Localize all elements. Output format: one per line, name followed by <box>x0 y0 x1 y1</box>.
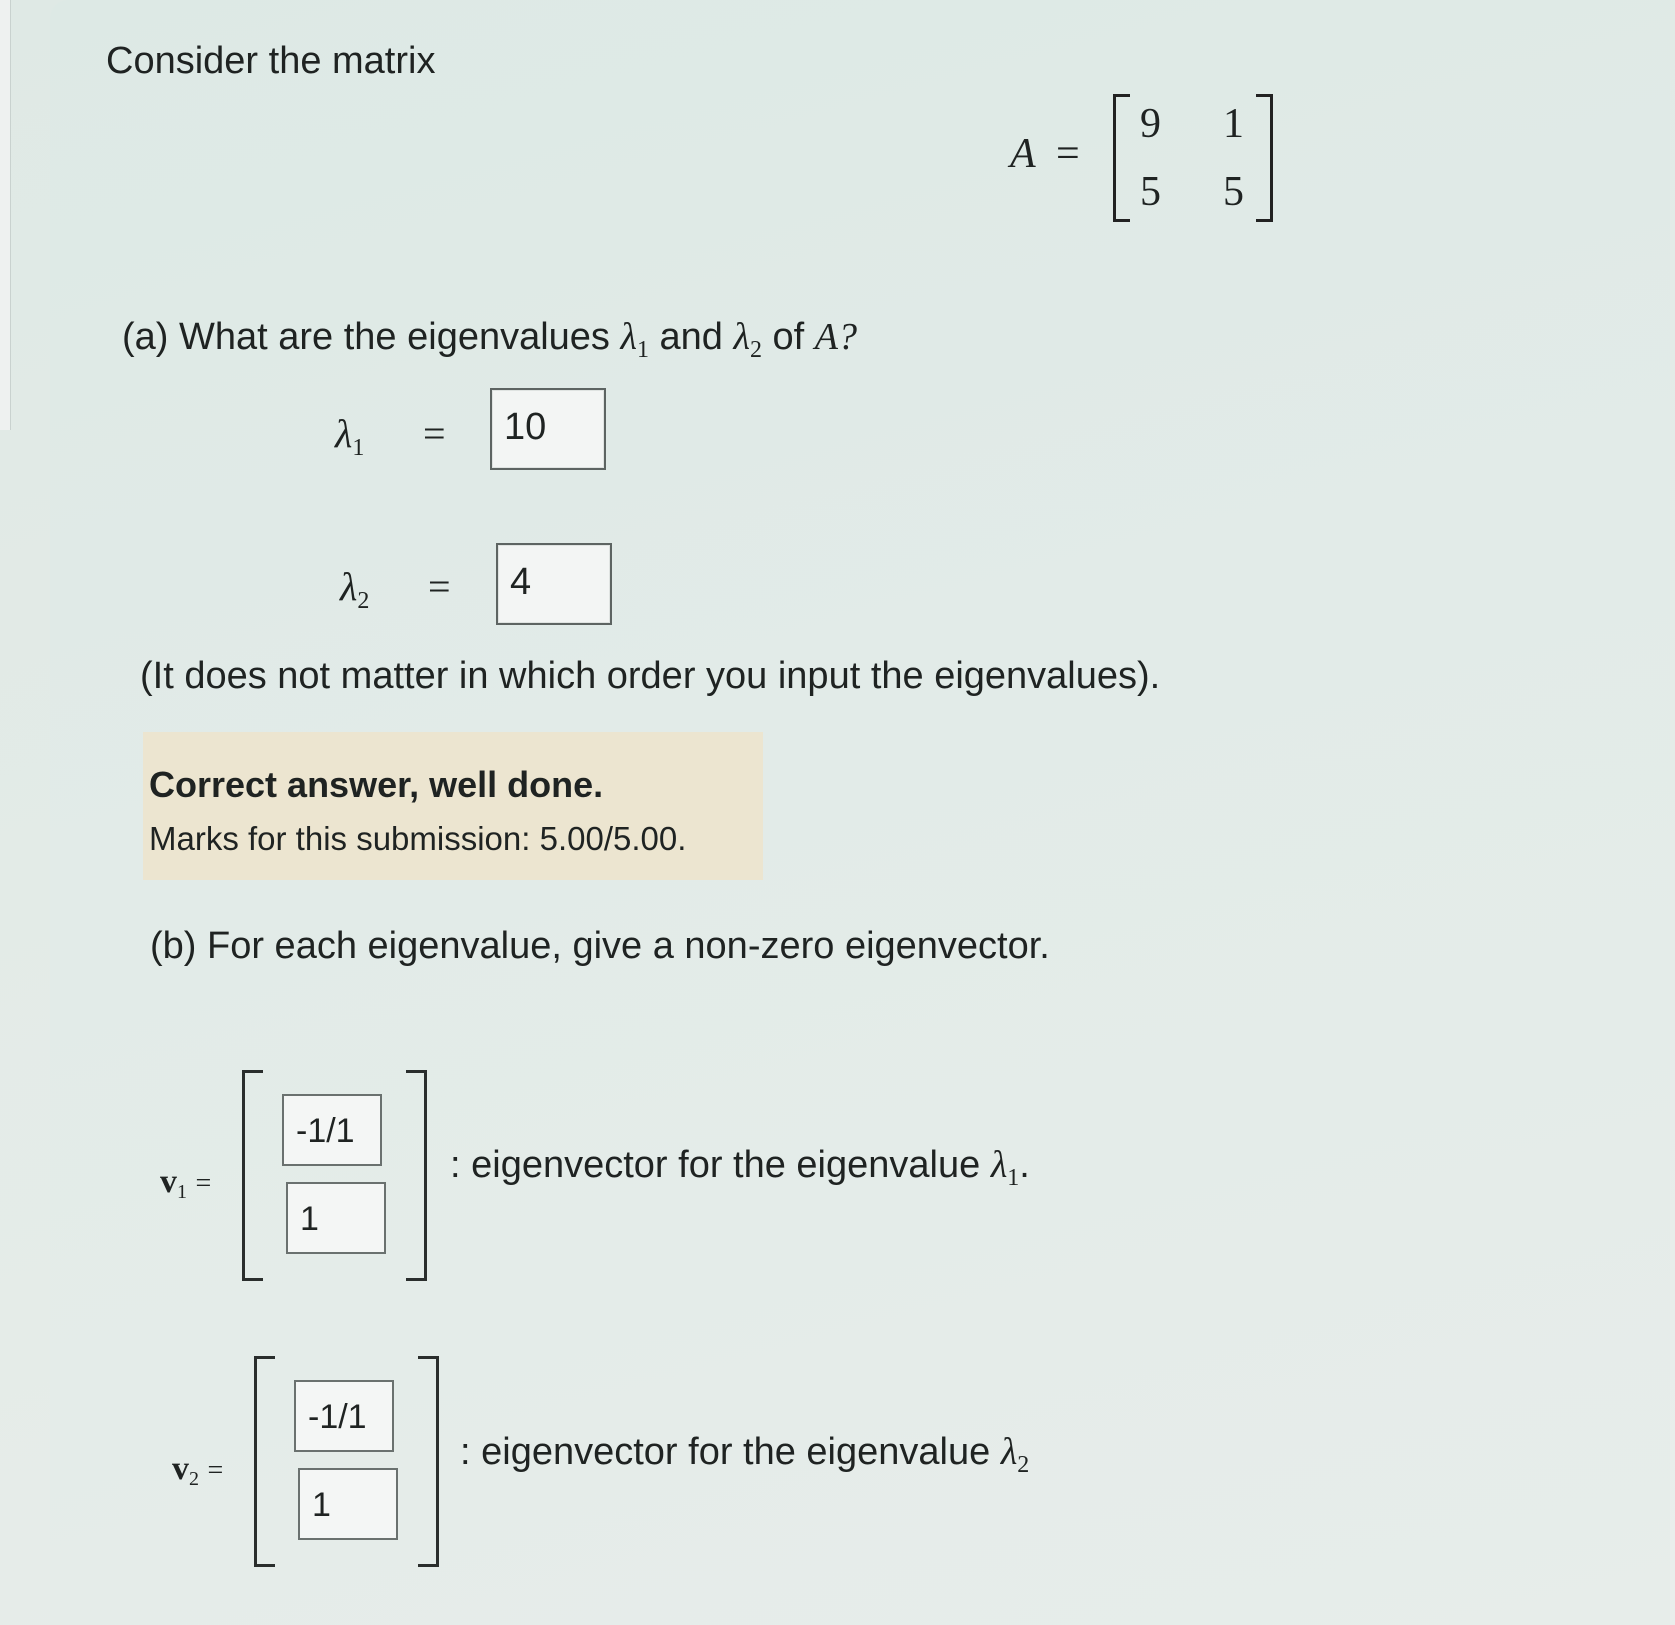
feedback-box <box>143 732 763 880</box>
v1-top-input[interactable]: -1/1 <box>282 1094 382 1166</box>
v1-bottom-input[interactable]: 1 <box>286 1182 386 1254</box>
feedback-title: Correct answer, well done. <box>149 764 604 805</box>
part-a-prefix: (a) What are the eigenvalues <box>122 316 610 358</box>
lambda2-label-symbol: λ <box>340 564 358 609</box>
lambda1-subscript: 1 <box>636 337 649 363</box>
matrix-name: A <box>1010 131 1036 177</box>
v2-label-letter: v <box>172 1450 189 1487</box>
v2-label <box>172 1450 223 1488</box>
of-text: of <box>772 316 805 358</box>
v1-label-letter: v <box>160 1163 177 1200</box>
v2-caption-row <box>460 1430 1030 1478</box>
lambda2-subscript: 2 <box>749 337 762 363</box>
lambda2-label-subscript: 2 <box>357 588 370 614</box>
v1-right-bracket <box>406 1070 427 1281</box>
lambda1-label-symbol: λ <box>335 411 353 456</box>
and-text: and <box>659 316 723 358</box>
matrix-cell: 5 <box>1223 169 1244 215</box>
lambda1-answer-input[interactable]: 10 <box>490 388 606 470</box>
left-edge-strip <box>0 0 11 430</box>
matrix-left-bracket <box>1113 94 1130 222</box>
lambda2-answer-input[interactable]: 4 <box>496 543 612 625</box>
matrix-cell: 9 <box>1140 101 1161 147</box>
v1-label <box>160 1163 211 1201</box>
v2-label-subscript: 2 <box>189 1468 199 1490</box>
lambda1-label-subscript: 1 <box>352 435 365 461</box>
v1-caption-end: . <box>1019 1144 1030 1186</box>
matrix-cell: 5 <box>1140 169 1161 215</box>
matrix-ref: A? <box>814 316 858 358</box>
v1-caption-row <box>450 1143 1030 1191</box>
v2-left-bracket <box>254 1356 275 1567</box>
matrix-equals: = <box>1056 131 1080 177</box>
v2-bottom-input[interactable]: 1 <box>298 1468 398 1540</box>
v1-lambda-symbol: λ <box>990 1144 1008 1186</box>
lambda1-symbol: λ <box>620 316 637 358</box>
matrix-cell: 1 <box>1223 101 1244 147</box>
lambda1-row <box>335 410 446 461</box>
lambda1-equals: = <box>423 411 446 456</box>
v1-caption: : eigenvector for the eigenvalue <box>450 1144 981 1186</box>
v2-lambda-subscript: 2 <box>1017 1452 1030 1478</box>
v2-equals: = <box>207 1455 224 1486</box>
v1-equals: = <box>195 1168 212 1199</box>
v1-lambda-subscript: 1 <box>1007 1165 1020 1191</box>
part-a-prompt <box>122 315 858 363</box>
intro-text: Consider the matrix <box>106 40 436 82</box>
lambda2-row <box>340 563 451 614</box>
v2-top-input[interactable]: -1/1 <box>294 1380 394 1452</box>
v2-right-bracket <box>418 1356 439 1567</box>
v2-caption: : eigenvector for the eigenvalue <box>460 1431 991 1473</box>
v1-label-subscript: 1 <box>177 1181 187 1203</box>
lambda2-symbol: λ <box>733 316 750 358</box>
v2-lambda-symbol: λ <box>1000 1431 1018 1473</box>
lambda2-equals: = <box>428 564 451 609</box>
order-note: (It does not matter in which order you input the eigenvalues). <box>140 655 1161 697</box>
matrix-display <box>1010 92 1310 232</box>
matrix-right-bracket <box>1256 94 1273 222</box>
feedback-marks: Marks for this submission: 5.00/5.00. <box>149 820 687 857</box>
v1-left-bracket <box>242 1070 263 1281</box>
part-b-prompt: (b) For each eigenvalue, give a non-zero eigenvector. <box>150 925 1050 967</box>
